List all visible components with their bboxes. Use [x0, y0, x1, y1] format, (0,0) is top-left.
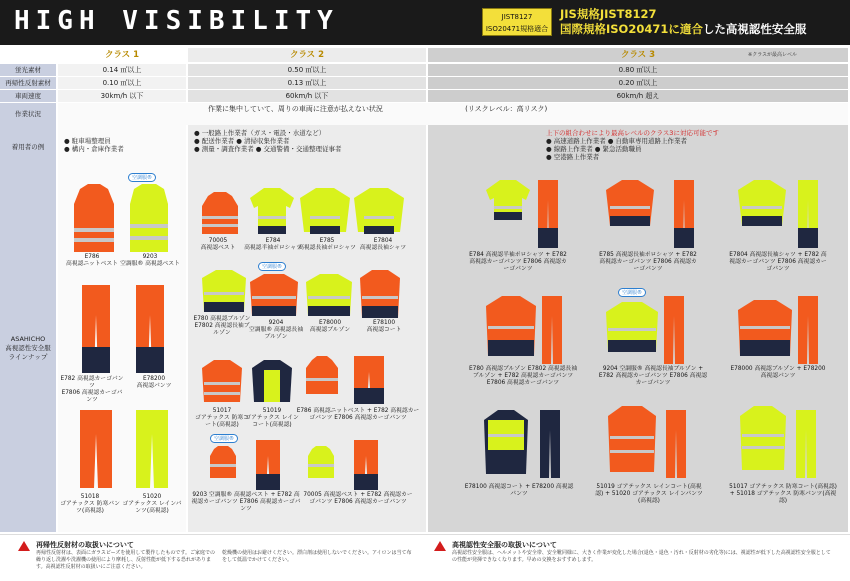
footer-text-2: 高視認性安全服は、ヘルメットや安全帯、安全靴同様に、大きく作業が変化した場合(退色・退色・汚れ・反射材の劣化等)には、視認性が低下した高視認性安全服としての性能が発揮できなくなります。早めの交換をおすすめします。: [452, 550, 831, 563]
lineup-label-line: ラインナップ: [8, 353, 48, 361]
example-item: ● 線路上作業者 ● 緊急活動職員: [546, 145, 642, 153]
page-title: HIGH VISIBILITY: [14, 6, 339, 36]
examples-c3: [428, 125, 848, 170]
badge-line2: ISO20471規格適合: [485, 25, 549, 33]
examples-c2: [188, 125, 426, 170]
combo-caption: 51017 ゴアテックス 防寒コート(高視認) + 51018 ゴアテックス 防寒パンツ(高視認): [729, 484, 837, 504]
pants-orange-garment: [536, 180, 560, 250]
product-caption: 51018 ゴアテックス 防寒パンツ(高視認): [60, 494, 120, 514]
jis-line2b: した高視認性安全服: [702, 22, 807, 36]
examples-row: [0, 125, 850, 170]
lineup-label: [0, 170, 56, 532]
spec-c1: 0.14 ㎡以上: [58, 64, 186, 76]
jis-line2a: 国際規格ISO20471に適合: [560, 22, 703, 36]
example-item: ● 高速道路上作業者 ● 自動車専用道路上作業者: [546, 137, 688, 145]
coat-orange-garment: [202, 360, 242, 404]
product-caption: E785 高視認長袖ポロシャツ: [298, 238, 356, 251]
kuchofuku-tag: 空調服®: [128, 173, 156, 182]
combo-caption: E780 高視認ブルゾン E7802 高視認長袖ブルゾン + E782 高視認カーゴパンツ E7806 高視認カーゴパンツ: [468, 366, 577, 386]
product-caption: E784 高視認半袖ポロシャツ: [244, 238, 302, 251]
jis-badge: [482, 8, 552, 36]
class3-headline: 上下の組合わせにより最高レベルのクラス3に対応可能です: [546, 129, 719, 137]
situation-cell: [58, 103, 848, 125]
vest-orange-garment: [200, 192, 240, 236]
shirt-yellow-garment: [354, 188, 404, 236]
pants-orange-garment: [352, 440, 380, 492]
spec-c3: 0.80 ㎡以上: [428, 64, 848, 76]
spec-c1: 30km/h 以下: [58, 90, 186, 102]
shirt-yellow-garment: [486, 180, 530, 222]
spec-row-reflective: [0, 76, 850, 88]
spec-c1: 0.10 ㎡以上: [58, 77, 186, 89]
lineup-label-line: ASAHICHO: [10, 335, 46, 343]
product-caption: 70005 高視認ベスト: [200, 238, 236, 251]
coat-orange-garment: [360, 270, 400, 320]
spec-row-fluorescent: [0, 63, 850, 75]
pants-orange-garment: [540, 296, 564, 366]
shirt-yellow-garment: [300, 188, 350, 236]
pants-orange-garment: [664, 410, 688, 480]
class-note: ※クラスが最高レベル: [748, 52, 798, 58]
vest-yellow-garment: [126, 184, 172, 254]
coat-navy-garment: [252, 360, 292, 404]
jacket-yellow-garment: [306, 274, 352, 318]
product-caption: E78200 高視認パンツ: [136, 376, 172, 389]
spec-label: 作業状況: [0, 103, 56, 125]
class-2-header: クラス 2: [188, 48, 426, 62]
badge-line1: JIST8127: [501, 13, 533, 21]
spec-row-speed: [0, 89, 850, 101]
spec-c2: 60km/h 以下: [188, 90, 426, 102]
lineup-label-line: 高視認性安全服: [5, 344, 51, 352]
pants-orange-garment: [254, 440, 282, 492]
example-item: ● 一般路上作業者（ガス・電設・水道など）: [194, 129, 326, 137]
jacket-orange-garment: [250, 274, 298, 318]
jacket-orange-garment: [738, 300, 792, 358]
pants-orange-garment: [796, 296, 820, 366]
jis-description: [560, 7, 806, 37]
vest-orange-garment: [304, 356, 340, 396]
spec-c3: 60km/h 超え: [428, 90, 848, 102]
combo-caption: E786 高視認ニットベスト + E782 高視認カーゴパンツ E7806 高視認カーゴパンツ: [296, 408, 420, 421]
combo-caption: E78000 高視認ブルゾン + E78200 高視認パンツ: [730, 366, 826, 379]
product-caption: 51019 ゴアテックス レインコート(高視認): [245, 408, 299, 428]
kuchofuku-tag: 空調服®: [258, 262, 286, 271]
footer: [0, 534, 850, 581]
pants-orange-garment: [352, 356, 386, 406]
footer-heading-1: 再帰性反射材の取扱いについて: [36, 541, 134, 549]
kuchofuku-tag: 空調服®: [618, 288, 646, 297]
jacket-yellow-garment: [202, 270, 246, 314]
class-1-products: [58, 170, 186, 532]
footer-heading-2: 高視認性安全服の取扱いについて: [452, 541, 557, 549]
spec-label: 車両速度: [0, 90, 56, 102]
coat-navy-garment: [484, 410, 528, 476]
product-caption: E782 高視認カーゴパンツ E7806 高視認カーゴパンツ: [60, 376, 124, 403]
examples-c1: [58, 125, 186, 170]
example-item: ● 測量・調査作業者 ● 交通警備・交通整理従事者: [194, 145, 342, 153]
product-caption: E78000 高視認ブルゾン: [309, 320, 351, 333]
product-caption: 9204 空調服® 高視認長袖ブルゾン: [248, 320, 303, 340]
product-caption: 51020 ゴアテックス レインパンツ(高視認): [122, 494, 182, 514]
situation-text: 作業に集中していて、周りの車両に注意が払えない状況: [208, 105, 383, 113]
pants-orange-garment: [80, 285, 112, 375]
coat-orange-garment: [608, 406, 656, 474]
pants-orange-garment: [662, 296, 686, 366]
pants-yellow-garment: [134, 410, 170, 490]
combo-caption: E784 高視認半袖ポロシャツ + E782 高視認カーゴパンツ E7806 高視認カーゴパンツ: [469, 252, 567, 272]
jis-line1: JIS規格JIST8127: [560, 7, 657, 21]
pants-navy-garment: [538, 410, 562, 480]
combo-caption: 9203 空調服® 高視認ベスト + E782 高視認カーゴパンツ E7806 高視認カーゴパンツ: [191, 492, 301, 512]
examples-label: 着用者の例: [0, 125, 56, 170]
spec-c2: 0.50 ㎡以上: [188, 64, 426, 76]
product-caption: E786 高視認ニットベスト: [66, 254, 118, 267]
spec-c3: 0.20 ㎡以上: [428, 77, 848, 89]
spec-c2: 0.13 ㎡以上: [188, 77, 426, 89]
class-2-products: [188, 170, 426, 532]
class-3-header: クラス 3: [428, 48, 848, 62]
example-item: ● 構内・倉庫作業者: [64, 145, 124, 153]
warning-icon: [18, 541, 30, 551]
product-caption: E7804 高視認長袖シャツ: [359, 238, 407, 251]
footer-text-1b: 乾燥機の使用はお避けください。漂白剤は使用しないでください。アイロンは当て布をして低温でかけてください。: [222, 550, 412, 563]
product-caption: E78100 高視認コート: [366, 320, 402, 333]
combo-caption: E7804 高視認長袖シャツ + E782 高視認カーゴパンツ E7806 高視認カーゴパンツ: [729, 252, 827, 272]
shirt-yellow-garment: [738, 180, 786, 228]
pants-orange-garment: [672, 180, 696, 250]
product-caption: E780 高視認ブルゾン E7802 高視認長袖ブルゾン: [193, 316, 251, 336]
spec-label: 蛍光素材: [0, 64, 56, 76]
vest-orange-garment: [70, 184, 118, 254]
coat-yellow-garment: [740, 406, 786, 472]
example-item: ● 空港路上作業者: [546, 153, 600, 161]
pants-orange-garment: [78, 410, 114, 490]
jacket-yellow-garment: [606, 302, 658, 354]
header-bar: [0, 0, 850, 45]
example-item: ● 配送作業者 ● 清掃収集作業者: [194, 137, 290, 145]
vest-orange-garment: [208, 446, 238, 480]
combo-caption: E785 高視認長袖ポロシャツ + E782 高視認カーゴパンツ E7806 高視認カーゴパンツ: [599, 252, 697, 272]
pants-yellow-garment: [796, 180, 820, 250]
shirt-yellow-garment: [250, 188, 294, 236]
warning-icon: [434, 541, 446, 551]
product-caption: 51017 ゴアテックス 防寒コート(高視認): [195, 408, 249, 428]
combo-caption: 51019 ゴアテックス レインコート(高視認) + 51020 ゴアテックス レインパンツ(高視認): [595, 484, 703, 504]
footer-text-1: 再帰性反射材は、表面にガラスビーズを使用して製作したものです。ご家庭での繰り返し洗濯や洗濯機の使用により摩耗し、反射性能が低下する恐れがあります。高視認性反射材の取扱いにご注意ください。: [36, 550, 216, 570]
class-3-products: [428, 170, 848, 532]
pants-orange-garment: [134, 285, 166, 375]
combo-caption: 9204 空調服® 高視認長袖ブルゾン + E782 高視認カーゴパンツ E7806 高視認カーゴパンツ: [598, 366, 708, 386]
class-1-header: クラス 1: [58, 48, 186, 62]
spec-label: 再帰性反射素材: [0, 77, 56, 89]
jacket-orange-garment: [486, 296, 536, 358]
product-caption: 9203 空調服® 高視認ベスト: [120, 254, 180, 267]
combo-caption: E78100 高視認コート + E78200 高視認パンツ: [464, 484, 574, 497]
kuchofuku-tag: 空調服®: [210, 434, 238, 443]
combo-caption: 70005 高視認ベスト + E782 高視認カーゴパンツ E7806 高視認カーゴパンツ: [303, 492, 413, 505]
example-item: ● 駐車場整理員: [64, 137, 111, 145]
risk-level: (リスクレベル：高リスク): [465, 105, 548, 113]
shirt-orange-garment: [606, 180, 654, 228]
vest-yellow-garment: [306, 446, 336, 480]
spec-row-situation: [0, 102, 850, 124]
pants-yellow-garment: [794, 410, 818, 480]
